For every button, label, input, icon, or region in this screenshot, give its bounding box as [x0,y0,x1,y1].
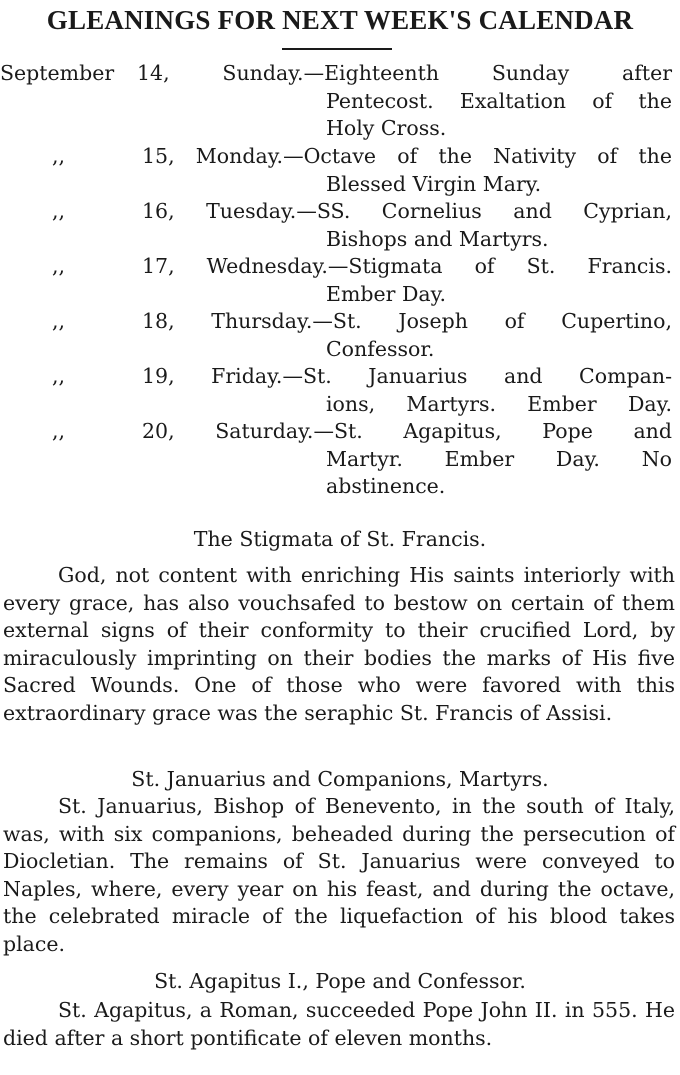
calendar-entry-continuation: Confessor. [326,336,435,361]
calendar-entry-text [142,198,672,253]
calendar-entry-text [142,418,672,501]
calendar-entry-first-line: 17, Wednesday.—Stigmata of St. Francis. [142,254,672,278]
section-body-januarius: St. Januarius, Bishop of Benevento, in the south of Italy, was, with six companions, beheaded during the persecution of Diocletian. The remains of St. Januarius were conveyed to Naples, where, every year on his feast, and during the octave, the celebrated miracle of the liquefaction of his blood takes place. [3,794,675,956]
section-heading-januarius: St. Januarius and Companions, Martyrs. [131,767,549,791]
ditto-mark: ,, [52,254,66,278]
calendar-month: September [0,61,115,85]
calendar-entry-first-line: 18, Thursday.—St. Joseph of Cupertino, [142,309,672,333]
page-title: GLEANINGS FOR NEXT WEEK'S CALENDAR [46,5,634,35]
section-heading-agapitus: St. Agapitus I., Pope and Confessor. [154,969,526,993]
section-body-stigmata: God, not content with enriching His saints interiorly with every grace, has also vouchsafed to bestow on certain of them external signs of their conformity to their crucified Lord, by miraculously imprinting on their bodies the marks of His five Sacred Wounds. One of those who were favored with this extraordinary grace was the seraphic St. Francis of Assisi. [3,563,675,725]
section-heading-stigmata: The Stigmata of St. Francis. [193,527,487,551]
calendar-entry-first-line: 20, Saturday.—St. Agapitus, Pope and [142,419,672,443]
calendar-entry-text [142,363,672,418]
ditto-mark: ,, [52,199,66,223]
calendar-entry-text [142,308,672,363]
ditto-mark: ,, [52,419,66,443]
calendar-entry-continuation: Blessed Virgin Mary. [326,171,542,196]
title-divider [282,48,392,50]
calendar-entry-text [142,143,672,198]
calendar-entry-continuation: Ember Day. [326,281,447,306]
calendar-entry-continuation: abstinence. [326,474,446,498]
calendar-entry-first-line: 16, Tuesday.—SS. Cornelius and Cyprian, [142,199,672,223]
calendar-entry-text [142,253,672,308]
calendar-entry-continuation: Martyr. Ember Day. No [326,446,672,471]
calendar-entry-first-line: 14, Sunday.—Eighteenth Sunday after [137,61,672,85]
calendar-entry-continuation: ions, Martyrs. Ember Day. [326,391,672,416]
ditto-mark: ,, [52,144,66,168]
ditto-mark: ,, [52,309,66,333]
section-body-agapitus: St. Agapitus, a Roman, succeeded Pope John II. in 555. He died after a short pontificate of eleven months. [3,998,675,1050]
calendar-entry-text [137,60,672,143]
calendar-entry-continuation: Bishops and Martyrs. [326,226,549,251]
calendar-entry-first-line: 19, Friday.—St. Januarius and Compan- [142,364,672,388]
calendar-entry-continuation: Pentecost. Exaltation of the [326,88,672,113]
ditto-mark: ,, [52,364,66,388]
calendar-entry-continuation: Holy Cross. [326,116,447,140]
calendar-entry-first-line: 15, Monday.—Octave of the Nativity of the [142,144,672,168]
